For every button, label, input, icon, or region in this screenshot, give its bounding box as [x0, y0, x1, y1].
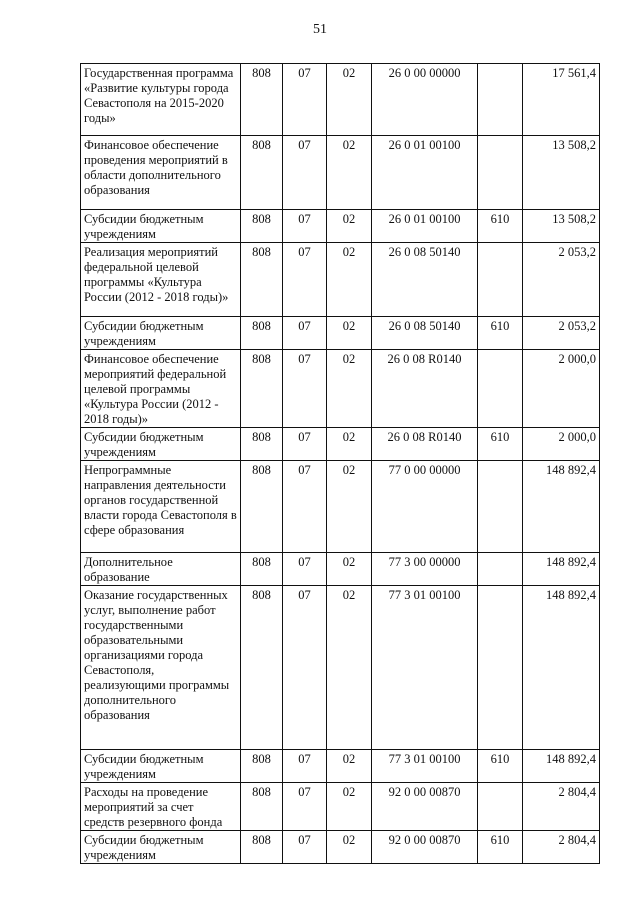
section-code-cell: 07 [283, 64, 327, 136]
ministry-code-cell: 808 [241, 136, 283, 210]
target-article-cell: 26 0 08 50140 [372, 317, 478, 350]
subsection-code-cell: 02 [327, 783, 372, 831]
ministry-code-cell: 808 [241, 64, 283, 136]
budget-table [80, 63, 600, 864]
target-article-cell: 26 0 01 00100 [372, 210, 478, 243]
ministry-code-cell: 808 [241, 831, 283, 864]
row-name-cell: Субсидии бюджетным учреждениям [81, 831, 241, 864]
row-name-cell: Оказание государственных услуг, выполнение работ государственными образовательными организациями города Севастополя, реализующими программы дополнительного образования [81, 586, 241, 750]
subsection-code-cell: 02 [327, 461, 372, 553]
amount-cell: 2 804,4 [523, 783, 600, 831]
ministry-code-cell: 808 [241, 243, 283, 317]
amount-cell: 13 508,2 [523, 210, 600, 243]
section-code-cell: 07 [283, 750, 327, 783]
subsection-code-cell: 02 [327, 350, 372, 428]
expense-type-cell [478, 136, 523, 210]
table-row [81, 350, 600, 428]
target-article-cell: 77 0 00 00000 [372, 461, 478, 553]
row-name-cell: Дополнительное образование [81, 553, 241, 586]
ministry-code-cell: 808 [241, 783, 283, 831]
section-code-cell: 07 [283, 553, 327, 586]
subsection-code-cell: 02 [327, 64, 372, 136]
target-article-cell: 77 3 00 00000 [372, 553, 478, 586]
target-article-cell: 92 0 00 00870 [372, 831, 478, 864]
amount-cell: 2 053,2 [523, 317, 600, 350]
row-name-cell: Расходы на проведение мероприятий за счет средств резервного фонда [81, 783, 241, 831]
ministry-code-cell: 808 [241, 461, 283, 553]
row-name-cell: Субсидии бюджетным учреждениям [81, 210, 241, 243]
row-name-cell: Финансовое обеспечение мероприятий федеральной целевой программы «Культура России (2012 - 2018 годы)» [81, 350, 241, 428]
amount-cell: 2 053,2 [523, 243, 600, 317]
section-code-cell: 07 [283, 461, 327, 553]
table-row [81, 783, 600, 831]
table-row [81, 586, 600, 750]
table-row [81, 553, 600, 586]
table-row [81, 210, 600, 243]
target-article-cell: 26 0 00 00000 [372, 64, 478, 136]
target-article-cell: 26 0 08 50140 [372, 243, 478, 317]
amount-cell: 13 508,2 [523, 136, 600, 210]
subsection-code-cell: 02 [327, 586, 372, 750]
amount-cell: 148 892,4 [523, 461, 600, 553]
expense-type-cell [478, 243, 523, 317]
target-article-cell: 92 0 00 00870 [372, 783, 478, 831]
row-name-cell: Субсидии бюджетным учреждениям [81, 428, 241, 461]
expense-type-cell: 610 [478, 210, 523, 243]
section-code-cell: 07 [283, 586, 327, 750]
row-name-cell: Финансовое обеспечение проведения мероприятий в области дополнительного образования [81, 136, 241, 210]
ministry-code-cell: 808 [241, 586, 283, 750]
amount-cell: 148 892,4 [523, 586, 600, 750]
subsection-code-cell: 02 [327, 750, 372, 783]
table-row [81, 136, 600, 210]
expense-type-cell [478, 783, 523, 831]
table-row [81, 64, 600, 136]
target-article-cell: 77 3 01 00100 [372, 750, 478, 783]
amount-cell: 2 804,4 [523, 831, 600, 864]
row-name-cell: Государственная программа «Развитие культуры города Севастополя на 2015-2020 годы» [81, 64, 241, 136]
target-article-cell: 77 3 01 00100 [372, 586, 478, 750]
ministry-code-cell: 808 [241, 553, 283, 586]
ministry-code-cell: 808 [241, 210, 283, 243]
target-article-cell: 26 0 08 R0140 [372, 428, 478, 461]
expense-type-cell: 610 [478, 750, 523, 783]
section-code-cell: 07 [283, 350, 327, 428]
subsection-code-cell: 02 [327, 210, 372, 243]
expense-type-cell [478, 586, 523, 750]
ministry-code-cell: 808 [241, 428, 283, 461]
section-code-cell: 07 [283, 210, 327, 243]
subsection-code-cell: 02 [327, 136, 372, 210]
target-article-cell: 26 0 01 00100 [372, 136, 478, 210]
subsection-code-cell: 02 [327, 428, 372, 461]
ministry-code-cell: 808 [241, 350, 283, 428]
table-row [81, 243, 600, 317]
expense-type-cell [478, 350, 523, 428]
amount-cell: 2 000,0 [523, 428, 600, 461]
table-row [81, 317, 600, 350]
expense-type-cell [478, 553, 523, 586]
section-code-cell: 07 [283, 783, 327, 831]
expense-type-cell: 610 [478, 831, 523, 864]
ministry-code-cell: 808 [241, 317, 283, 350]
amount-cell: 2 000,0 [523, 350, 600, 428]
amount-cell: 17 561,4 [523, 64, 600, 136]
section-code-cell: 07 [283, 243, 327, 317]
row-name-cell: Субсидии бюджетным учреждениям [81, 317, 241, 350]
amount-cell: 148 892,4 [523, 750, 600, 783]
expense-type-cell [478, 461, 523, 553]
row-name-cell: Субсидии бюджетным учреждениям [81, 750, 241, 783]
section-code-cell: 07 [283, 317, 327, 350]
table-row [81, 750, 600, 783]
page-number: 51 [313, 22, 327, 37]
table-row [81, 428, 600, 461]
row-name-cell: Непрограммные направления деятельности органов государственной власти города Севастополя в сфере образования [81, 461, 241, 553]
expense-type-cell [478, 64, 523, 136]
row-name-cell: Реализация мероприятий федеральной целевой программы «Культура России (2012 - 2018 годы)» [81, 243, 241, 317]
subsection-code-cell: 02 [327, 553, 372, 586]
subsection-code-cell: 02 [327, 831, 372, 864]
section-code-cell: 07 [283, 831, 327, 864]
subsection-code-cell: 02 [327, 243, 372, 317]
table-row [81, 461, 600, 553]
ministry-code-cell: 808 [241, 750, 283, 783]
expense-type-cell: 610 [478, 428, 523, 461]
section-code-cell: 07 [283, 428, 327, 461]
table-row [81, 831, 600, 864]
amount-cell: 148 892,4 [523, 553, 600, 586]
target-article-cell: 26 0 08 R0140 [372, 350, 478, 428]
section-code-cell: 07 [283, 136, 327, 210]
expense-type-cell: 610 [478, 317, 523, 350]
subsection-code-cell: 02 [327, 317, 372, 350]
